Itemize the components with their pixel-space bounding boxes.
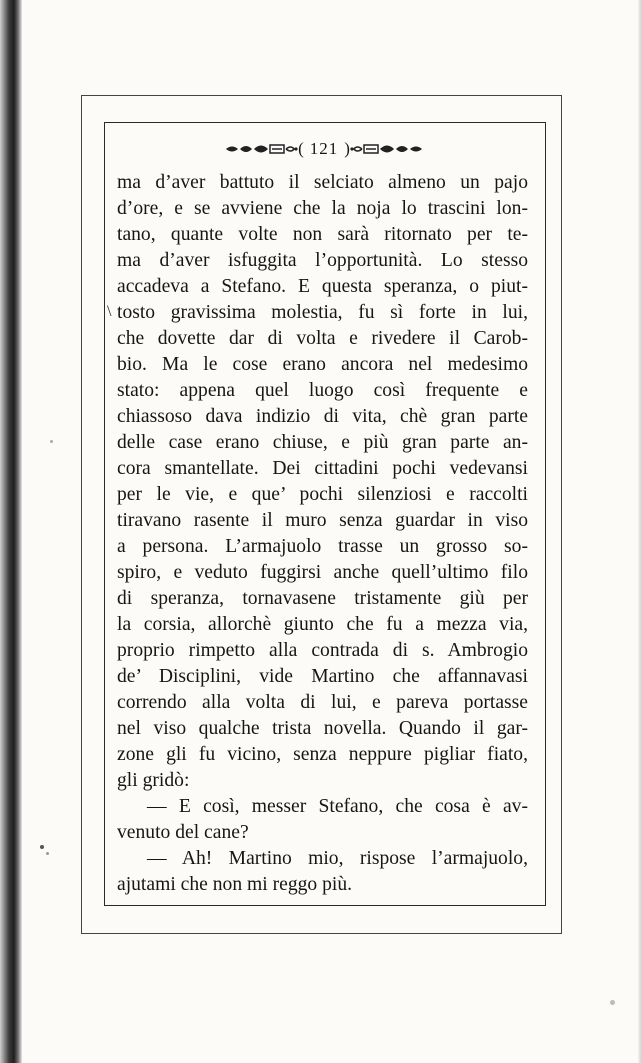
text-line: nel viso qualche trista novella. Quando il gar-	[117, 718, 528, 739]
text-line: venuto del cane?	[117, 822, 249, 843]
text-line: la corsia, allorchè giunto che fu a mezza via,	[117, 614, 528, 635]
text-line: d’ore, e se avviene che la noja lo trascini lon-	[117, 198, 528, 219]
text-line: ma d’aver battuto il selciato almeno un pajo	[117, 172, 528, 193]
text-line: che dovette dar di volta e rivedere il Carob-	[117, 328, 528, 349]
dialogue-line: — Ah! Martino mio, rispose l’armajuolo,	[147, 848, 528, 869]
page-number-open-paren: (	[298, 139, 304, 158]
book-spine-shadow	[0, 0, 22, 1063]
text-line: chiassoso dava indizio di vita, chè gran parte	[117, 406, 528, 427]
body-text	[117, 170, 528, 898]
text-line: de’ Disciplini, vide Martino che affannavasi	[117, 666, 528, 687]
page-edge	[638, 0, 642, 1063]
text-line: correndo alla volta di lui, e pareva portasse	[117, 692, 528, 713]
text-line: di speranza, tornavasene tristamente giù per	[117, 588, 528, 609]
text-line: spiro, e veduto fuggirsi anche quell’ultimo filo	[117, 562, 528, 583]
text-line: zone gli fu vicino, senza neppure pigliar fiato,	[117, 744, 528, 765]
text-line: cora smantellate. Dei cittadini pochi vedevansi	[117, 458, 528, 479]
ink-speck	[40, 845, 44, 849]
text-line: ma d’aver isfuggita l’opportunità. Lo stesso	[117, 250, 528, 271]
text-line: proprio rimpetto alla contrada di s. Ambrogio	[117, 640, 528, 661]
text-line: tiravano rasente il muro senza guardar in viso	[117, 510, 528, 531]
right-ornament-icon	[350, 142, 424, 156]
ink-speck	[50, 440, 53, 443]
text-line: tano, quante volte non sarà ritornato per te-	[117, 224, 528, 245]
text-line: a persona. L’armajuolo trasse un grosso so-	[117, 536, 528, 557]
margin-mark: \	[107, 303, 112, 320]
ink-speck	[610, 1000, 615, 1005]
running-header	[104, 132, 544, 166]
page-number-close-paren: )	[344, 139, 350, 158]
text-line: bio. Ma le cose erano ancora nel medesimo	[117, 354, 528, 375]
text-line: stato: appena quel luogo così frequente e	[117, 380, 528, 401]
text-line: ajutami che non mi reggo più.	[117, 874, 353, 895]
text-line: tosto gravissima molestia, fu sì forte in lui,	[117, 302, 528, 323]
left-ornament-icon	[224, 142, 298, 156]
text-line: delle case erano chiuse, e più gran parte an-	[117, 432, 528, 453]
text-line: gli gridò:	[117, 770, 190, 791]
text-line: per le vie, e que’ pochi silenziosi e raccolti	[117, 484, 528, 505]
page-number: 121	[309, 139, 339, 158]
ink-speck	[46, 852, 49, 855]
text-line: accadeva a Stefano. E questa speranza, o piut-	[117, 276, 528, 297]
dialogue-line: — E così, messer Stefano, che cosa è av-	[147, 796, 528, 817]
